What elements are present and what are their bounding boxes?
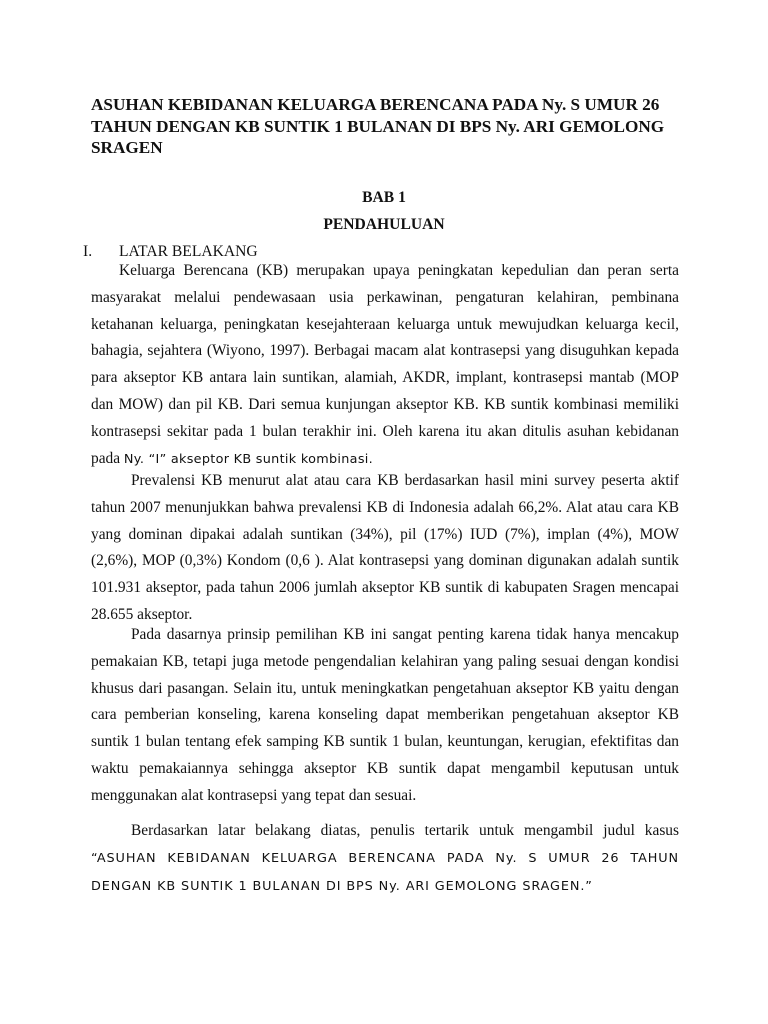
chapter-number: BAB 1 [362, 189, 406, 206]
paragraph-1-tail: Ny. “I” akseptor KB suntik kombinasi. [123, 451, 374, 467]
paragraph-2-text: Prevalensi KB menurut alat atau cara KB berdasarkan hasil mini survey peserta aktif tahun 2007 menunjukkan bahwa prevalensi KB di Indonesia adalah 66,2%. Alat atau cara KB yang dominan dipakai adalah suntikan (34%), pil (17%) IUD (7%), implan (4%), MOW (2,6%), MOP (0,3%) Kondom (0,6 ). Alat kontrasepsi yang dominan digunakan adalah suntik 101.931 akseptor, pada tahun 2006 jumlah akseptor KB suntik di kabupaten Sragen mencapai 28.655 akseptor. [91, 472, 679, 623]
paragraph-4 [91, 818, 679, 900]
paragraph-4-text: Berdasarkan latar belakang diatas, penulis tertarik untuk mengambil judul kasus [131, 822, 679, 839]
paragraph-1 [91, 258, 679, 473]
document-title: ASUHAN KEBIDANAN KELUARGA BERENCANA PADA Ny. S UMUR 26 TAHUN DENGAN KB SUNTIK 1 BULANAN DI BPS Ny. ARI GEMOLONG SRAGEN [91, 95, 665, 157]
paragraph-3-text: Pada dasarnya prinsip pemilihan KB ini sangat penting karena tidak hanya mencakup pemakaian KB, tetapi juga metode pengendalian kelahiran yang paling sesuai dengan kondisi khusus dari pasangan. Selain itu, untuk meningkatkan pengetahuan akseptor KB yaitu dengan cara pemberian konseling, karena konseling dapat memberikan pengetahuan akseptor KB suntik 1 bulan tentang efek samping KB suntik 1 bulan, keuntungan, kerugian, efektifitas dan waktu pemakaiannya sehingga akseptor KB suntik dapat mengambil keputusan untuk menggunakan alat kontrasepsi yang tepat dan sesuai. [91, 626, 679, 804]
section-number: I. [83, 243, 93, 260]
paragraph-2 [91, 468, 679, 629]
section-title: LATAR BELAKANG [119, 243, 258, 260]
chapter-title: PENDAHULUAN [323, 216, 445, 233]
paragraph-1-text: Keluarga Berencana (KB) merupakan upaya peningkatan kepedulian dan peran serta masyarakat melalui pendewasaan usia perkawinan, pengaturan kelahiran, pembinana ketahanan keluarga, peningkatan kesejahteraan keluarga untuk mewujudkan keluarga kecil, bahagia, sejahtera (Wiyono, 1997). Berbagai macam alat kontrasepsi yang disuguhkan kepada para akseptor KB antara lain suntikan, alamiah, AKDR, implant, kontrasepsi mantab (MOP dan MOW) dan pil KB. Dari semua kunjungan akseptor KB. KB suntik kombinasi memiliki kontrasepsi sekitar pada 1 bulan terakhir ini. Oleh karena itu akan ditulis asuhan kebidanan pada [91, 262, 679, 467]
paragraph-4-tail: “ASUHAN KEBIDANAN KELUARGA BERENCANA PADA Ny. S UMUR 26 TAHUN DENGAN KB SUNTIK 1 BULANAN DI BPS Ny. ARI GEMOLONG SRAGEN.” [91, 850, 679, 894]
paragraph-3 [91, 622, 679, 810]
